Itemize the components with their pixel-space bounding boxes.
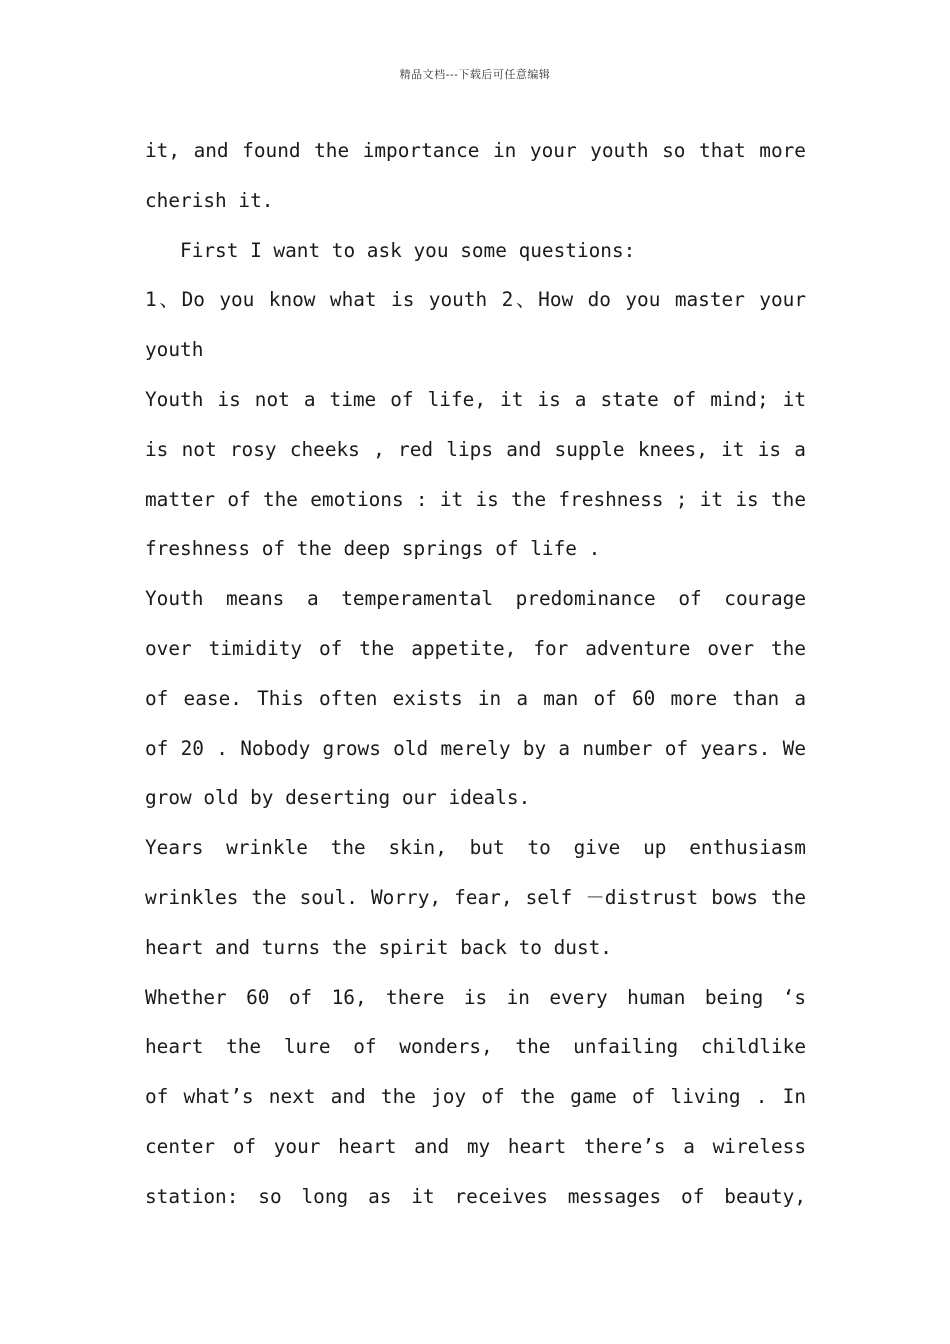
document-body: [145, 126, 806, 1222]
text-line: of ease. This often exists in a man of 60 more than a: [145, 686, 806, 710]
paragraph: [145, 375, 806, 574]
paragraph: [145, 226, 806, 276]
text-line: Whether 60 of 16, there is in every human being ‘s: [145, 985, 806, 1009]
text-line: over timidity of the appetite, for adventure over the: [145, 636, 806, 660]
text-line: 1、Do you know what is youth 2、How do you master your: [145, 288, 806, 312]
text-line: wrinkles the soul. Worry, fear, self －distrust bows the: [145, 885, 806, 909]
paragraph: [145, 973, 806, 1222]
text-line: Youth is not a time of life, it is a state of mind; it: [145, 387, 806, 411]
text-line: youth: [145, 338, 204, 362]
text-line: freshness of the deep springs of life .: [145, 537, 601, 561]
text-line: it, and found the importance in your youth so that more: [145, 139, 806, 162]
text-line: center of your heart and my heart there’s a wireless: [145, 1134, 806, 1158]
text-line: heart and turns the spirit back to dust.: [145, 935, 612, 959]
text-line: station: so long as it receives messages of beauty,: [145, 1184, 806, 1208]
text-line: is not rosy cheeks , red lips and supple knees, it is a: [145, 437, 806, 461]
text-line: Years wrinkle the skin, but to give up enthusiasm: [145, 836, 806, 860]
paragraph: [145, 823, 806, 972]
paragraph: [145, 275, 806, 375]
text-line: cherish it.: [145, 188, 274, 212]
text-line: Youth means a temperamental predominance of courage: [145, 587, 806, 611]
page-header: 精品文档---下载后可任意编辑: [399, 68, 551, 81]
paragraph: [145, 574, 806, 823]
text-line: of what’s next and the joy of the game of living . In: [145, 1085, 806, 1109]
text-line: First I want to ask you some questions:: [145, 238, 636, 262]
text-line: grow old by deserting our ideals.: [145, 786, 531, 810]
paragraph: [145, 126, 806, 226]
text-line: of 20 . Nobody grows old merely by a number of years. We: [145, 736, 806, 760]
text-line: heart the lure of wonders, the unfailing childlike: [145, 1035, 806, 1059]
text-line: matter of the emotions : it is the freshness ; it is the: [145, 487, 806, 511]
